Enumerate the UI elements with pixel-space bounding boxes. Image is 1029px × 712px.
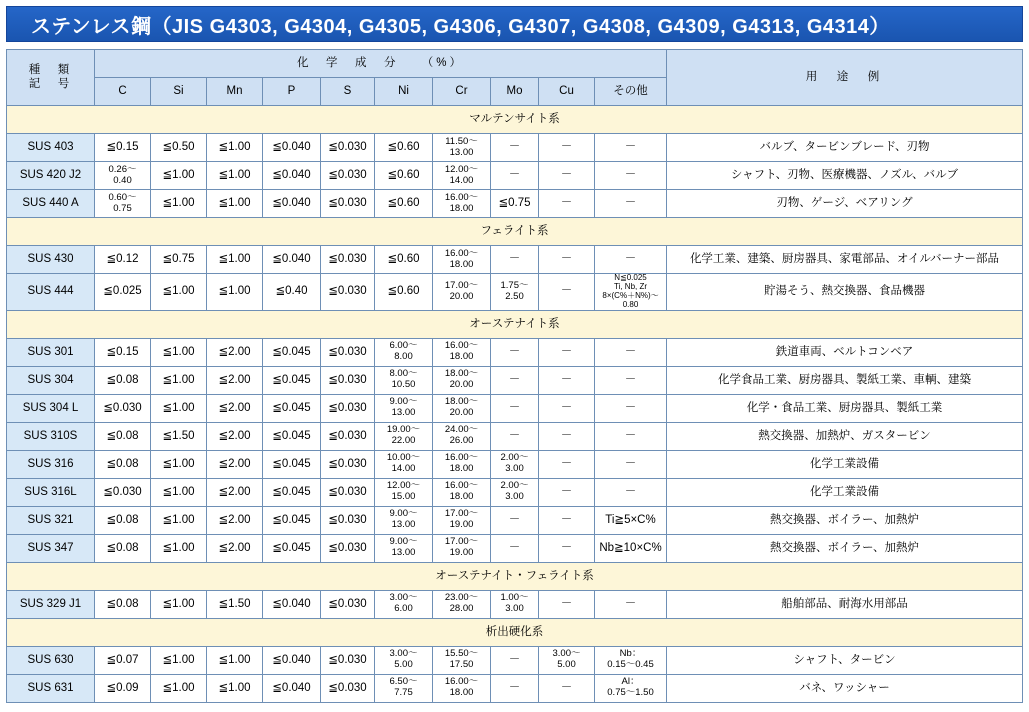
cell-mn: ≦1.00 bbox=[207, 274, 263, 311]
header-kind-line2: 記 号 bbox=[28, 77, 73, 90]
cell-mo: － bbox=[491, 246, 539, 274]
cell-mn: ≦1.00 bbox=[207, 674, 263, 702]
cell-ni: 12.00～ 15.00 bbox=[375, 478, 433, 506]
group-row bbox=[7, 618, 1023, 646]
header-element-mo: Mo bbox=[491, 78, 539, 106]
cell-cr: 12.00～ 14.00 bbox=[433, 162, 491, 190]
cell-s: ≦0.030 bbox=[321, 162, 375, 190]
cell-c: ≦0.08 bbox=[95, 450, 151, 478]
cell-kind: SUS 347 bbox=[7, 534, 95, 562]
cell-ni: ≦0.60 bbox=[375, 190, 433, 218]
cell-c: 0.60～ 0.75 bbox=[95, 190, 151, 218]
table-row bbox=[7, 338, 1023, 366]
table-row bbox=[7, 450, 1023, 478]
cell-mo: － bbox=[491, 366, 539, 394]
cell-p: ≦0.040 bbox=[263, 590, 321, 618]
cell-other: Nb： 0.15～0.45 bbox=[595, 646, 667, 674]
cell-si: ≦1.00 bbox=[151, 646, 207, 674]
cell-kind: SUS 403 bbox=[7, 134, 95, 162]
cell-use: バネ、ワッシャー bbox=[667, 674, 1023, 702]
page-title: ステンレス鋼（JIS G4303, G4304, G4305, G4306, G4307, G4308, G4309, G4313, G4314） bbox=[31, 15, 890, 38]
cell-cu: － bbox=[539, 134, 595, 162]
header-kind-line1: 種 類 bbox=[28, 64, 73, 77]
cell-si: ≦1.00 bbox=[151, 338, 207, 366]
stainless-steel-spec-table bbox=[6, 49, 1023, 703]
cell-mn: ≦1.00 bbox=[207, 246, 263, 274]
cell-cu: － bbox=[539, 478, 595, 506]
group-row bbox=[7, 562, 1023, 590]
group-row bbox=[7, 106, 1023, 134]
cell-other: － bbox=[595, 246, 667, 274]
table-row bbox=[7, 590, 1023, 618]
cell-kind: SUS 304 L bbox=[7, 394, 95, 422]
cell-c: ≦0.09 bbox=[95, 674, 151, 702]
cell-other: － bbox=[595, 590, 667, 618]
group-label: フェライト系 bbox=[7, 218, 1023, 246]
cell-ni: 3.00～ 6.00 bbox=[375, 590, 433, 618]
cell-cu: － bbox=[539, 246, 595, 274]
cell-ni: ≦0.60 bbox=[375, 134, 433, 162]
cell-other: Ti≧5×C% bbox=[595, 506, 667, 534]
cell-ni: 6.50～ 7.75 bbox=[375, 674, 433, 702]
cell-si: ≦1.00 bbox=[151, 506, 207, 534]
cell-use: 船舶部品、耐海水用部品 bbox=[667, 590, 1023, 618]
cell-p: ≦0.040 bbox=[263, 246, 321, 274]
cell-cr: 11.50～ 13.00 bbox=[433, 134, 491, 162]
cell-mo: － bbox=[491, 646, 539, 674]
cell-kind: SUS 630 bbox=[7, 646, 95, 674]
cell-use: 熱交換器、ボイラー、加熱炉 bbox=[667, 534, 1023, 562]
cell-cu: 3.00～ 5.00 bbox=[539, 646, 595, 674]
cell-other: N≦0.025 Ti, Nb, Zr 8×(C%＋N%)～0.80 bbox=[595, 274, 667, 311]
header-element-cu: Cu bbox=[539, 78, 595, 106]
cell-other: － bbox=[595, 422, 667, 450]
cell-ni: 9.00～ 13.00 bbox=[375, 394, 433, 422]
cell-use: 化学工業、建築、厨房器具、家電部品、オイルバーナー部品 bbox=[667, 246, 1023, 274]
cell-cr: 16.00～ 18.00 bbox=[433, 450, 491, 478]
group-label: オーステナイト・フェライト系 bbox=[7, 562, 1023, 590]
cell-kind: SUS 310S bbox=[7, 422, 95, 450]
cell-mo: ≦0.75 bbox=[491, 190, 539, 218]
cell-mo: － bbox=[491, 422, 539, 450]
cell-c: ≦0.08 bbox=[95, 590, 151, 618]
cell-s: ≦0.030 bbox=[321, 478, 375, 506]
cell-mn: ≦2.00 bbox=[207, 534, 263, 562]
cell-cr: 23.00～ 28.00 bbox=[433, 590, 491, 618]
cell-cu: － bbox=[539, 274, 595, 311]
cell-mn: ≦2.00 bbox=[207, 450, 263, 478]
table-row bbox=[7, 134, 1023, 162]
cell-c: ≦0.12 bbox=[95, 246, 151, 274]
cell-cr: 18.00～ 20.00 bbox=[433, 394, 491, 422]
group-label: オーステナイト系 bbox=[7, 310, 1023, 338]
cell-use: 熱交換器、ボイラー、加熱炉 bbox=[667, 506, 1023, 534]
cell-p: ≦0.045 bbox=[263, 534, 321, 562]
cell-s: ≦0.030 bbox=[321, 134, 375, 162]
cell-s: ≦0.030 bbox=[321, 674, 375, 702]
table-row bbox=[7, 190, 1023, 218]
cell-use: シャフト、タービン bbox=[667, 646, 1023, 674]
cell-p: ≦0.040 bbox=[263, 134, 321, 162]
page-root bbox=[0, 6, 1029, 712]
cell-mo: 2.00～ 3.00 bbox=[491, 478, 539, 506]
table-row bbox=[7, 674, 1023, 702]
cell-use: 刃物、ゲージ、ベアリング bbox=[667, 190, 1023, 218]
table-row bbox=[7, 246, 1023, 274]
header-element-p: P bbox=[263, 78, 321, 106]
cell-c: ≦0.08 bbox=[95, 506, 151, 534]
header-element-s: S bbox=[321, 78, 375, 106]
cell-mo: 1.00～ 3.00 bbox=[491, 590, 539, 618]
cell-ni: 3.00～ 5.00 bbox=[375, 646, 433, 674]
cell-mo: － bbox=[491, 394, 539, 422]
cell-kind: SUS 316 bbox=[7, 450, 95, 478]
header-use: 用 途 例 bbox=[667, 50, 1023, 106]
cell-si: ≦1.00 bbox=[151, 162, 207, 190]
cell-s: ≦0.030 bbox=[321, 274, 375, 311]
cell-use: 化学・食品工業、厨房器具、製紙工業 bbox=[667, 394, 1023, 422]
cell-p: ≦0.040 bbox=[263, 674, 321, 702]
cell-s: ≦0.030 bbox=[321, 506, 375, 534]
cell-p: ≦0.045 bbox=[263, 478, 321, 506]
cell-si: ≦0.75 bbox=[151, 246, 207, 274]
cell-p: ≦0.045 bbox=[263, 422, 321, 450]
cell-other: Al： 0.75～1.50 bbox=[595, 674, 667, 702]
cell-p: ≦0.040 bbox=[263, 190, 321, 218]
cell-si: ≦1.00 bbox=[151, 190, 207, 218]
header-element-ni: Ni bbox=[375, 78, 433, 106]
cell-use: 化学工業設備 bbox=[667, 450, 1023, 478]
cell-s: ≦0.030 bbox=[321, 190, 375, 218]
cell-p: ≦0.040 bbox=[263, 646, 321, 674]
cell-cu: － bbox=[539, 190, 595, 218]
cell-si: ≦0.50 bbox=[151, 134, 207, 162]
cell-kind: SUS 444 bbox=[7, 274, 95, 311]
cell-cu: － bbox=[539, 394, 595, 422]
cell-mn: ≦2.00 bbox=[207, 338, 263, 366]
cell-c: ≦0.15 bbox=[95, 338, 151, 366]
cell-kind: SUS 316L bbox=[7, 478, 95, 506]
title-bar bbox=[6, 6, 1023, 42]
cell-s: ≦0.030 bbox=[321, 450, 375, 478]
group-row bbox=[7, 310, 1023, 338]
cell-ni: ≦0.60 bbox=[375, 246, 433, 274]
cell-use: 鉄道車両、ベルトコンベア bbox=[667, 338, 1023, 366]
cell-cr: 17.00～ 20.00 bbox=[433, 274, 491, 311]
cell-kind: SUS 329 J1 bbox=[7, 590, 95, 618]
cell-si: ≦1.00 bbox=[151, 534, 207, 562]
cell-use: 化学食品工業、厨房器具、製紙工業、車輌、建築 bbox=[667, 366, 1023, 394]
cell-other: － bbox=[595, 394, 667, 422]
cell-s: ≦0.030 bbox=[321, 646, 375, 674]
cell-p: ≦0.040 bbox=[263, 162, 321, 190]
cell-cr: 24.00～ 26.00 bbox=[433, 422, 491, 450]
cell-other: － bbox=[595, 366, 667, 394]
table-row bbox=[7, 646, 1023, 674]
cell-cr: 18.00～ 20.00 bbox=[433, 366, 491, 394]
cell-si: ≦1.00 bbox=[151, 590, 207, 618]
cell-c: ≦0.07 bbox=[95, 646, 151, 674]
cell-c: ≦0.08 bbox=[95, 422, 151, 450]
cell-mn: ≦2.00 bbox=[207, 366, 263, 394]
cell-si: ≦1.00 bbox=[151, 366, 207, 394]
cell-cr: 16.00～ 18.00 bbox=[433, 674, 491, 702]
cell-p: ≦0.045 bbox=[263, 450, 321, 478]
cell-mo: － bbox=[491, 134, 539, 162]
cell-ni: 6.00～ 8.00 bbox=[375, 338, 433, 366]
cell-use: 化学工業設備 bbox=[667, 478, 1023, 506]
cell-use: 熱交換器、加熱炉、ガスタービン bbox=[667, 422, 1023, 450]
cell-c: ≦0.15 bbox=[95, 134, 151, 162]
cell-cu: － bbox=[539, 422, 595, 450]
cell-kind: SUS 631 bbox=[7, 674, 95, 702]
cell-mn: ≦1.50 bbox=[207, 590, 263, 618]
table-row bbox=[7, 394, 1023, 422]
cell-kind: SUS 420 J2 bbox=[7, 162, 95, 190]
cell-mn: ≦2.00 bbox=[207, 422, 263, 450]
cell-other: － bbox=[595, 190, 667, 218]
header-row-top bbox=[7, 50, 1023, 78]
cell-p: ≦0.045 bbox=[263, 394, 321, 422]
cell-cu: － bbox=[539, 338, 595, 366]
table-row bbox=[7, 366, 1023, 394]
cell-cu: － bbox=[539, 162, 595, 190]
cell-s: ≦0.030 bbox=[321, 590, 375, 618]
header-element-cr: Cr bbox=[433, 78, 491, 106]
cell-si: ≦1.00 bbox=[151, 274, 207, 311]
cell-kind: SUS 430 bbox=[7, 246, 95, 274]
cell-c: ≦0.030 bbox=[95, 394, 151, 422]
cell-cr: 17.00～ 19.00 bbox=[433, 534, 491, 562]
cell-mo: 2.00～ 3.00 bbox=[491, 450, 539, 478]
table-row bbox=[7, 478, 1023, 506]
cell-cr: 16.00～ 18.00 bbox=[433, 246, 491, 274]
cell-cu: － bbox=[539, 674, 595, 702]
cell-c: ≦0.08 bbox=[95, 366, 151, 394]
cell-kind: SUS 304 bbox=[7, 366, 95, 394]
cell-p: ≦0.045 bbox=[263, 338, 321, 366]
cell-p: ≦0.045 bbox=[263, 506, 321, 534]
cell-s: ≦0.030 bbox=[321, 422, 375, 450]
cell-s: ≦0.030 bbox=[321, 246, 375, 274]
cell-cr: 15.50～ 17.50 bbox=[433, 646, 491, 674]
cell-other: － bbox=[595, 338, 667, 366]
cell-mn: ≦1.00 bbox=[207, 190, 263, 218]
cell-use: 貯湯そう、熱交換器、食品機器 bbox=[667, 274, 1023, 311]
group-label: 析出硬化系 bbox=[7, 618, 1023, 646]
cell-mn: ≦1.00 bbox=[207, 162, 263, 190]
cell-cu: － bbox=[539, 366, 595, 394]
cell-si: ≦1.00 bbox=[151, 478, 207, 506]
cell-ni: 10.00～ 14.00 bbox=[375, 450, 433, 478]
cell-p: ≦0.045 bbox=[263, 366, 321, 394]
cell-cr: 16.00～ 18.00 bbox=[433, 190, 491, 218]
cell-ni: ≦0.60 bbox=[375, 162, 433, 190]
header-element-si: Si bbox=[151, 78, 207, 106]
table-row bbox=[7, 274, 1023, 311]
cell-mn: ≦2.00 bbox=[207, 506, 263, 534]
cell-mn: ≦2.00 bbox=[207, 478, 263, 506]
cell-mo: － bbox=[491, 506, 539, 534]
cell-c: 0.26～ 0.40 bbox=[95, 162, 151, 190]
cell-kind: SUS 301 bbox=[7, 338, 95, 366]
cell-cu: － bbox=[539, 450, 595, 478]
cell-c: ≦0.08 bbox=[95, 534, 151, 562]
cell-other: － bbox=[595, 450, 667, 478]
cell-si: ≦1.00 bbox=[151, 394, 207, 422]
header-kind bbox=[7, 50, 95, 106]
cell-cr: 17.00～ 19.00 bbox=[433, 506, 491, 534]
table-row bbox=[7, 506, 1023, 534]
cell-ni: 9.00～ 13.00 bbox=[375, 534, 433, 562]
cell-mn: ≦1.00 bbox=[207, 646, 263, 674]
cell-cu: － bbox=[539, 590, 595, 618]
cell-cu: － bbox=[539, 506, 595, 534]
cell-s: ≦0.030 bbox=[321, 366, 375, 394]
cell-ni: 8.00～ 10.50 bbox=[375, 366, 433, 394]
cell-c: ≦0.030 bbox=[95, 478, 151, 506]
cell-mn: ≦2.00 bbox=[207, 394, 263, 422]
cell-other: － bbox=[595, 162, 667, 190]
table-row bbox=[7, 422, 1023, 450]
cell-c: ≦0.025 bbox=[95, 274, 151, 311]
cell-kind: SUS 321 bbox=[7, 506, 95, 534]
group-row bbox=[7, 218, 1023, 246]
cell-cr: 16.00～ 18.00 bbox=[433, 338, 491, 366]
cell-cu: － bbox=[539, 534, 595, 562]
table-row bbox=[7, 162, 1023, 190]
cell-mn: ≦1.00 bbox=[207, 134, 263, 162]
cell-kind: SUS 440 A bbox=[7, 190, 95, 218]
cell-mo: 1.75～ 2.50 bbox=[491, 274, 539, 311]
cell-s: ≦0.030 bbox=[321, 534, 375, 562]
cell-ni: ≦0.60 bbox=[375, 274, 433, 311]
cell-other: Nb≧10×C% bbox=[595, 534, 667, 562]
cell-use: バルブ、タービンブレード、刃物 bbox=[667, 134, 1023, 162]
cell-mo: － bbox=[491, 338, 539, 366]
cell-mo: － bbox=[491, 162, 539, 190]
cell-ni: 19.00～ 22.00 bbox=[375, 422, 433, 450]
cell-other: － bbox=[595, 478, 667, 506]
group-label: マルテンサイト系 bbox=[7, 106, 1023, 134]
cell-ni: 9.00～ 13.00 bbox=[375, 506, 433, 534]
cell-s: ≦0.030 bbox=[321, 394, 375, 422]
cell-s: ≦0.030 bbox=[321, 338, 375, 366]
cell-si: ≦1.00 bbox=[151, 450, 207, 478]
cell-other: － bbox=[595, 134, 667, 162]
cell-si: ≦1.00 bbox=[151, 674, 207, 702]
header-element-other: その他 bbox=[595, 78, 667, 106]
cell-si: ≦1.50 bbox=[151, 422, 207, 450]
cell-mo: － bbox=[491, 674, 539, 702]
cell-p: ≦0.40 bbox=[263, 274, 321, 311]
cell-use: シャフト、刃物、医療機器、ノズル、バルブ bbox=[667, 162, 1023, 190]
table-row bbox=[7, 534, 1023, 562]
header-element-c: C bbox=[95, 78, 151, 106]
cell-cr: 16.00～ 18.00 bbox=[433, 478, 491, 506]
cell-mo: － bbox=[491, 534, 539, 562]
header-composition: 化 学 成 分 （%） bbox=[95, 50, 667, 78]
header-element-mn: Mn bbox=[207, 78, 263, 106]
